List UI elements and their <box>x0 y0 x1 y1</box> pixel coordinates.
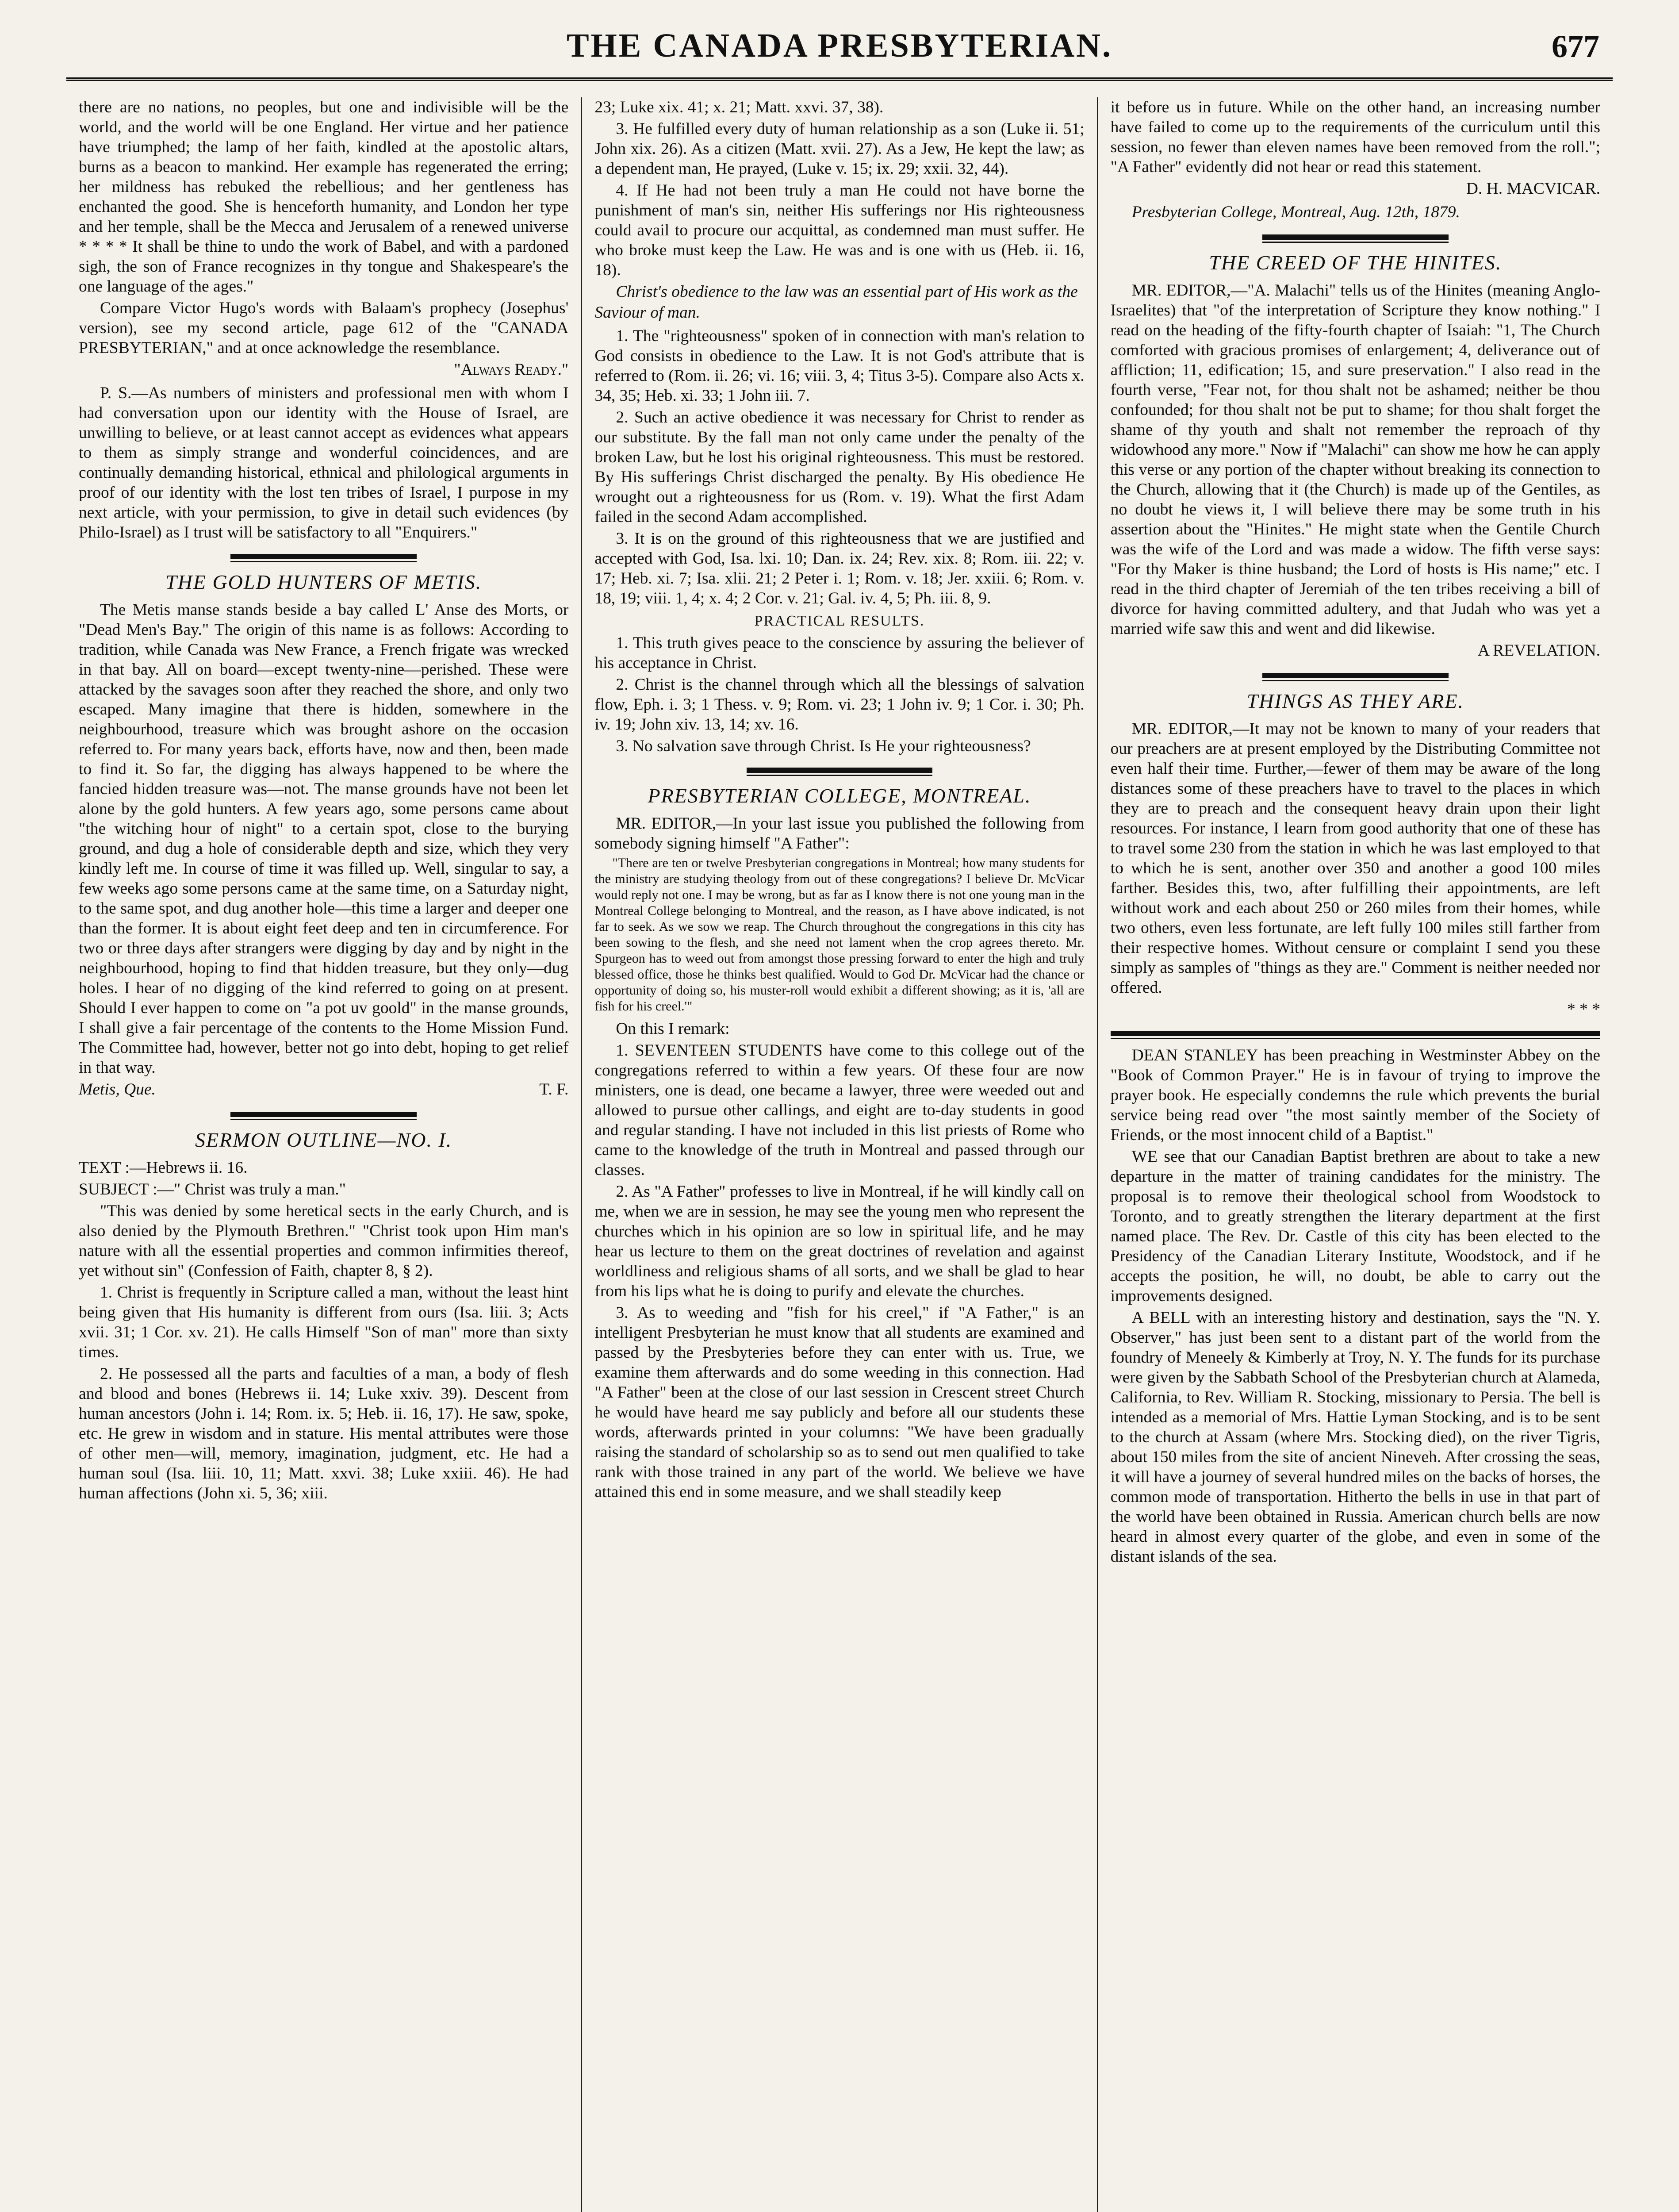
obedience-point-1: 1. The "righteousness" spoken of in connection with man's relation to God consists in obedience to the Law. It is not God's attribute that is referred to (Rom. ii. 26; vi. 16; viii. 3, 4; Titus 3-5). Compare also Acts x. 34, 35; Heb. xi. 33; 1 John iii. 7. <box>594 326 1085 405</box>
column-2 <box>581 97 1096 2212</box>
college-continued: it before us in future. While on the other hand, an increasing number have failed to come up to the requirements of the curriculum until this session, no fewer than eleven names have been removed from the roll."; "A Father" evidently did not hear or read this statement. <box>1110 98 1600 176</box>
hugo-quote-end: there are no nations, no peoples, but one and indivisible will be the world, and the world will be one England. Her virtue and her patience have triumphed; the lamp of her faith, kindled at the apostolic altars, burns as a beacon to mankind. Her example has regenerated the erring; her mildness has rebuked the rebellious; and her gentleness has enchanted the good. She is henceforth humanity, and London her type and her temple, shall be the Mecca and Jerusalem of a renewed universe * * * * It shall be thine to undo the work of Babel, and with a pardoned sigh, the son of France recognizes in thy tongue and Shakespeare's the one language of the ages." <box>79 98 569 296</box>
signature-revelation: A REVELATION. <box>1477 641 1600 660</box>
baptist-item: WE see that our Canadian Baptist brethren are about to take a new departure in the matter of training candidates for the ministry. The proposal is to remove their theological school from Woodstock to Toronto, and to greatly strengthen the literary department at the first named place. The Rev. Dr. Castle of this city has been elected to the Presidency of the Canadian Literary Institute, Woodstock, and if he accepts the position, he will, no doubt, be able to carry out the improvements designed. <box>1110 1147 1600 1305</box>
sermon-point-4: 4. If He had not been truly a man He could not have borne the punishment of man's sin, neither His sufferings nor His righteousness could avail to procure our acquittal, as condemned man must suffer. He who broke must keep the Law. He was and is one with us (Heb. ii. 16, 18). <box>594 181 1085 279</box>
dean-stanley-item: DEAN STANLEY has been preaching in Westminster Abbey on the "Book of Common Prayer." He is in favour of trying to improve the prayer book. He especially condemns the rule which prevents the burial service being read over "the most saintly member of the Society of Friends, or the most innocent child of a Baptist." <box>1110 1046 1600 1144</box>
college-quoted-letter: "There are ten or twelve Presbyterian congregations in Montreal; how many students for the ministry are studying theology from out of these congregations? I believe Dr. McVicar would reply not one. I may be wrong, but as far as I know there is not one young man in the Montreal College belonging to Montreal, and the reason, as I have above indicated, is not far to seek. As we sow we reap. The Church throughout the congregations in this city has been sowing to the flesh, and she need not lament when the crop agrees thereto. Mr. Spurgeon has to weed out from amongst those pressing forward to enter the high and truly blessed office, those he thinks best qualified. Would to God Dr. McVicar had the chance or opportunity of doing so, his muster-roll would exhibit a different showing; as it is, 'all are fish for his creel.'" <box>594 855 1085 1014</box>
obedience-point-2: 2. Such an active obedience it was necessary for Christ to render as our substitute. By the fall man not only came under the penalty of the broken Law, but he lost his original righteousness. This must be restored. By His sufferings Christ discharged the penalty. By His obedience He wrought out a righteousness for us (Rom. v. 19). What the first Adam failed in the second Adam accomplished. <box>594 408 1085 526</box>
gold-hunters-body: The Metis manse stands beside a bay called L' Anse des Morts, or "Dead Men's Bay." The origin of this name is as follows: According to tradition, while Canada was New France, a French frigate was wrecked in that bay. All on board—except twenty-nine—perished. These were attacked by the savages soon after they reached the shore, and only two escaped. Many imagine that there is hidden, somewhere in the neighbourhood, treasure which was brought ashore on the occasion referred to. For many years back, efforts have, now and then, been made to find it. So far, the digging has always happened to be where the fancied hidden treasure was—not. The manse grounds have not been let alone by the gold hunters. A few years ago, some persons came about "the witching hour of night" to a certain spot, close to the burying ground, and dug a hole of considerable depth and size, which they very kindly left me. In course of time it was filled up. Well, singular to say, a few weeks ago some persons came at the same time, on a Saturday night, to the same spot, and dug another hole—this time a larger and deeper one than the former. It is about eight feet deep and ten in circumference. For two or three days after strangers were digging by day and by night in the neighbourhood, hoping to find that hidden treasure, but they only—dug holes. I hear of no digging of the kind referred to going on at present. Should I ever happen to come on "a pot uv goold" in the manse grounds, I shall give a fair percentage of the contents to the Home Mission Fund. The Committee had, however, better not go into debt, hoping to get relief in that way. <box>79 600 569 1077</box>
section-rule <box>1262 673 1449 681</box>
masthead <box>66 27 1613 71</box>
practical-point-3: 3. No salvation save through Christ. Is He your righteousness? <box>616 737 1031 755</box>
heading-creed-hinites: THE CREED OF THE HINITES. <box>1209 251 1502 274</box>
sermon-point-1: 1. Christ is frequently in Scripture called a man, without the least hint being given that His humanity is different from ours (Isa. liii. 3; Acts xvii. 31; 1 Cor. xv. 21). He calls Himself "Son of man" more than sixty times. <box>79 1283 569 1361</box>
section-rule <box>1262 234 1449 243</box>
column-3 <box>1097 97 1613 2212</box>
gold-hunters-place: Metis, Que. <box>79 1080 156 1098</box>
college-intro: MR. EDITOR,—In your last issue you published the following from somebody signing himself "A Father": <box>594 814 1085 853</box>
heading-presbyterian-college: PRESBYTERIAN COLLEGE, MONTREAL. <box>648 784 1031 807</box>
sermon-intro: "This was denied by some heretical sects in the early Church, and is also denied by the Plymouth Brethren." "Christ took upon Him man's nature with all the essential properties and common infirmities thereof, yet without sin" (Confession of Faith, chapter 8, § 2). <box>79 1202 569 1280</box>
subheading-practical-results: PRACTICAL RESULTS. <box>754 612 925 629</box>
practical-point-1: 1. This truth gives peace to the conscience by assuring the believer of his acceptance in Christ. <box>594 634 1085 672</box>
college-point-1: 1. SEVENTEEN STUDENTS have come to this college out of the congregations referred to within a few years. Of these four are now ministers, one is dead, one became a lawyer, three were weeded out and allowed to pursue other callings, and eight are to-day students in good and regular standing. I have not included in this list priests of Rome who came to the knowledge of the truth in Montreal and passed through our classes. <box>594 1041 1085 1179</box>
gold-hunters-signature <box>79 1079 568 1100</box>
gold-hunters-author: T. F. <box>539 1080 569 1098</box>
newspaper-title: THE CANADA PRESBYTERIAN. <box>566 27 1113 64</box>
bell-item: A BELL with an interesting history and destination, says the "N. Y. Observer," has just been sent to a distant part of the world from the foundry of Meneely & Kimberly at Troy, N. Y. The funds for its purchase were given by the Sabbath School of the Presbyterian church at Alameda, California, to Rev. William R. Stocking, missionary to Persia. The bell is intended as a memorial of Mrs. Hattie Lyman Stocking, and is to be sent to the church at Assam (where Mrs. Stocking died), on the river Tigris, about 150 miles from the site of ancient Nineveh. After crossing the seas, it will have a journey of several hundred miles on the backs of horses, the common mode of transportation. Hitherto the bells in use in that part of the world have been obtained in Russia. American church bells are now heard in almost every quarter of the globe, and even in some of the distant islands of the sea. <box>1110 1308 1600 1566</box>
section-rule <box>230 554 417 562</box>
things-body: MR. EDITOR,—It may not be known to many of your readers that our preachers are at present employed by the Distributing Committee not even half their time. Further,—fewer of them may be aware of the long distances some of these preachers have to travel to the places in which they are to preach and the consequent heavy drain upon their light resources. For instance, I learn from good authority that one of these has to travel some 230 from the station in which he was last employed to that to which he is sent, another over 350 and another a good 100 miles farther. Besides this, two, after fulfilling their appointments, are left without work and each about 250 or 260 miles from their homes, while two others, even less fortunate, are left fully 100 miles still farther from their respective homes. Without censure or complaint I send you these simply as samples of "things as they are." Comment is neither needed nor offered. <box>1110 719 1600 997</box>
signature-macvicar: D. H. MACVICAR. <box>1466 180 1600 198</box>
page-number: 677 <box>1552 29 1599 64</box>
sermon-text-line: TEXT :—Hebrews ii. 16. <box>79 1158 248 1177</box>
heading-gold-hunters: THE GOLD HUNTERS OF METIS. <box>165 570 482 593</box>
obedience-point-3: 3. It is on the ground of this righteousness that we are justified and accepted with God, Isa. lxi. 10; Dan. ix. 24; Rev. xix. 8; Rom. iii. 22; v. 17; Heb. xi. 7; Isa. xlii. 21; 2 Peter i. 1; Rom. v. 18; Jer. xxiii. 6; Rom. v. 18, 19; viii. 1, 4; x. 4; 2 Cor. v. 21; Gal. iv. 4, 5; Ph. iii. 8, 9. <box>594 529 1085 607</box>
sermon-point-3: 3. He fulfilled every duty of human relationship as a son (Luke ii. 51; John xix. 26). As a citizen (Matt. xvii. 27). As a Jew, He kept the law; as a dependent man, He prayed, (Luke v. 15; ix. 29; xxii. 32, 44). <box>594 120 1085 178</box>
section-rule <box>230 1112 417 1120</box>
column-1 <box>66 97 581 2212</box>
college-dateline: Presbyterian College, Montreal, Aug. 12th, 1879. <box>1131 203 1460 221</box>
college-point-3: 3. As to weeding and "fish for his creel," if "A Father," is an intelligent Presbyterian he must know that all students are examined and passed by the Presbyteries before they can enter with us. True, we examine them afterwards and do some weeding in this connection. Had "A Father" been at the close of our last session in Crescent street Church he would have heard me say publicly and before all our students these words, afterwards printed in your columns: "We have been gradually raising the standard of scholarship so as to send out men qualified to take rank with those trained in any part of the world. We believe we have attained this end in some measure, and we shall steadily keep <box>594 1303 1085 1501</box>
masthead-rule <box>66 77 1613 84</box>
heading-sermon-outline: SERMON OUTLINE—NO. I. <box>195 1128 452 1151</box>
sermon-continued: 23; Luke xix. 41; x. 21; Matt. xxvi. 37, 38). <box>594 98 884 116</box>
sermon-obedience-heading: Christ's obedience to the law was an essential part of His work as the Saviour of man. <box>594 283 1078 322</box>
practical-point-2: 2. Christ is the channel through which all the blessings of salvation flow, Eph. i. 3; 1 Thess. v. 9; Rom. vi. 23; 1 John iv. 9; 1 Cor. i. 30; Ph. iv. 19; John xiv. 13, 14; xv. 16. <box>594 675 1085 733</box>
heading-things-as-they-are: THINGS AS THEY ARE. <box>1246 689 1464 712</box>
sermon-point-2: 2. He possessed all the parts and faculties of a man, a body of flesh and blood and bones (Hebrews ii. 14; Luke xxiv. 39). Descent from human ancestors (John i. 14; Rom. ix. 5; Heb. ii. 16, 17). He saw, spoke, etc. He grew in wisdom and in stature. His mental attributes were those of other men—will, memory, imagination, judgment, etc. He had a human soul (Isa. liii. 10, 11; Matt. xxvi. 38; Luke xxiii. 46). He had human affections (John xi. 5, 36; xiii. <box>79 1364 569 1502</box>
signature-always-ready: "Always Ready." <box>454 361 569 379</box>
hugo-compare: Compare Victor Hugo's words with Balaam's prophecy (Josephus' version), see my second article, page 612 of the "CANADA PRESBYTERIAN," and at once acknowledge the resemblance. <box>79 299 569 357</box>
creed-body: MR. EDITOR,—"A. Malachi" tells us of the Hinites (meaning Anglo-Israelites) that "of the interpretation of Scripture they know nothing." I read on the heading of the fifty-fourth chapter of Isaiah: "1, The Church comforted with gracious promises of enlargement; 4, deliverance out of affliction; 11, edification; 15, and sure preservation." I also read in the fourth verse, "Fear not, for thou shalt not be ashamed; neither be thou confounded; for thou shalt not be put to shame; for thou shalt forget the shame of thy youth and shalt not remember the reproach of thy widowhood any more." Now if "Malachi" can show me how he can apply this verse or any portion of the chapter without breaking its connection to the Church, allowing that it (the Church) is made up of the Gentiles, as no doubt he views it, I will believe there may be some truth in his assertion about the "Hinites." He might state when the Gentile Church was the wife of the Lord and was made a widow. The fifth verse says: "For thy Maker is thine husband; the Lord of hosts is His name;" etc. I read in the third chapter of Jeremiah of the ten tribes receiving a bill of divorce for having committed adultery, and that Judah who was yet a married wife saw this and went and did likewise. <box>1110 281 1600 638</box>
section-rule-full <box>1111 1031 1600 1039</box>
sermon-subject-line: SUBJECT :—" Christ was truly a man." <box>79 1180 346 1198</box>
college-point-2: 2. As "A Father" professes to live in Montreal, if he will kindly call on me, when we are in session, he may see the young men who represent the churches which in his opinion are so low in spiritual life, and he may hear us lecture to them on the great doctrines of revelation and against worldliness and religious shams of all sorts, and we shall be glad to hear from his lips what he is doing to purify and elevate the churches. <box>594 1182 1085 1300</box>
section-rule <box>747 768 933 776</box>
postscript: P. S.—As numbers of ministers and professional men with whom I had conversation upon our identity with the House of Israel, are unwilling to believe, or at least cannot accept as evidences what appears to them as simply strange and wonderful coincidences, and are continually demanding historical, ethnical and philological arguments in proof of our identity with the lost ten tribes of Israel, I purpose in my next article, with your permission, to give in detail such evidences (by Philo-Israel) as I trust will be satisfactory to all "Enquirers." <box>79 384 569 541</box>
columns <box>66 97 1613 2212</box>
college-remark: On this I remark: <box>616 1019 730 1038</box>
things-signature: * * * <box>1567 1000 1600 1018</box>
